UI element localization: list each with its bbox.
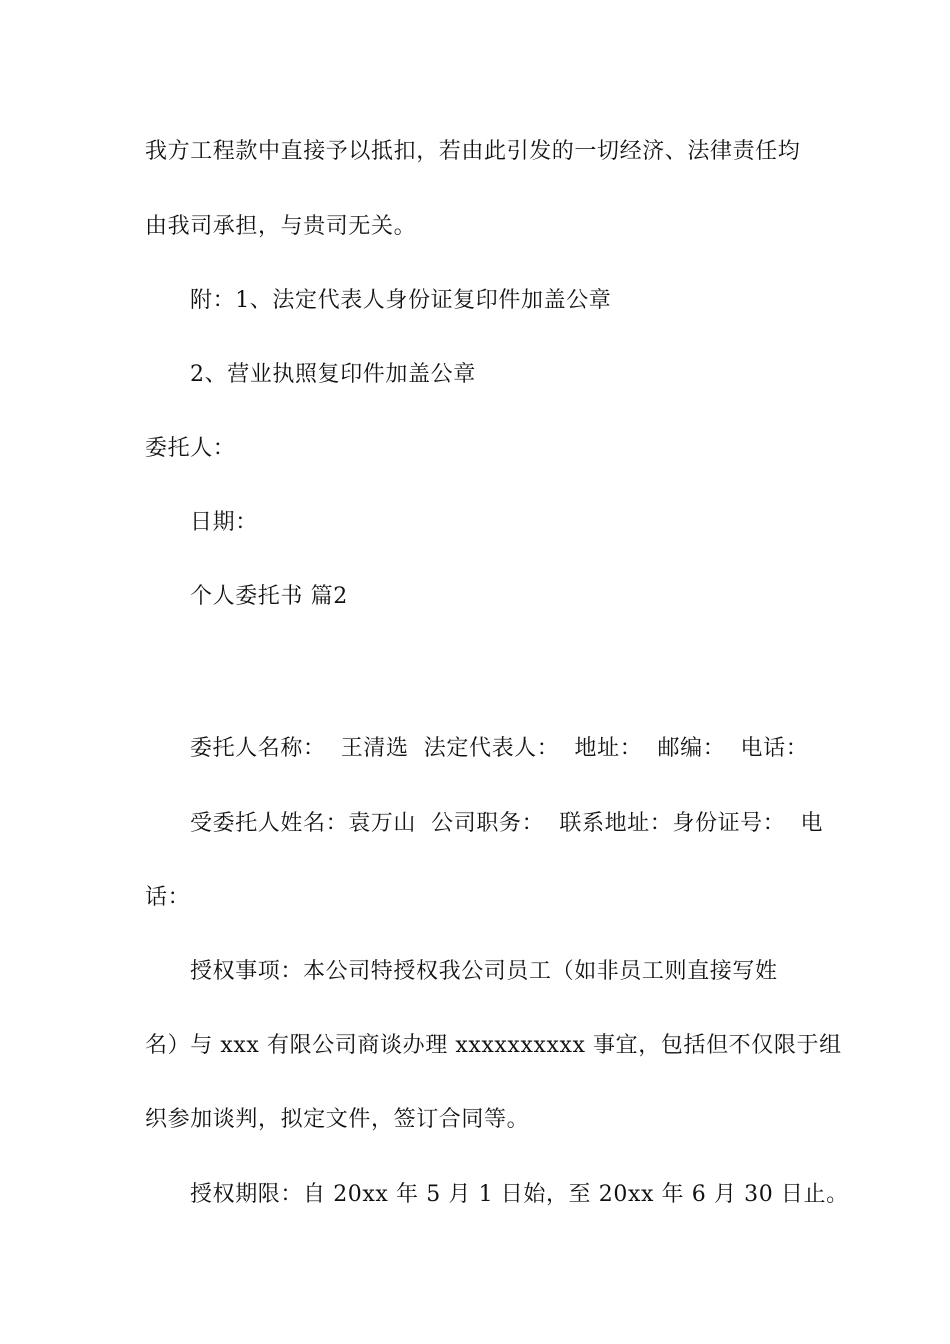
paragraph-line: 由我司承担，与贵司无关。 [145,214,417,239]
authorization-matters-line: 名）与 xxx 有限公司商谈办理 xxxxxxxxxx 事宜，包括但不仅限于组 [145,1033,842,1058]
authorization-matters-line: 授权事项：本公司特授权我公司员工（如非员工则直接写姓 [190,959,778,984]
agent-info-line-continued: 话： [145,885,191,910]
attachment-item: 2、营业执照复印件加盖公章 [190,362,476,387]
attachment-item: 附：1、法定代表人身份证复印件加盖公章 [190,288,612,313]
paragraph-line: 我方工程款中直接予以抵扣，若由此引发的一切经济、法律责任均 [145,139,801,164]
agent-info-line: 受委托人姓名：袁万山 公司职务： 联系地址：身份证号： 电 [190,811,824,836]
section-title: 个人委托书 篇2 [190,584,348,609]
principal-label: 委托人： [145,436,236,461]
principal-info-line: 委托人名称： 王清选 法定代表人： 地址： 邮编： 电话： [190,736,809,761]
authorization-matters-line: 织参加谈判，拟定文件，签订合同等。 [145,1107,530,1132]
date-label: 日期： [190,510,258,535]
authorization-period-line: 授权期限：自 20xx 年 5 月 1 日始，至 20xx 年 6 月 30 日止。 [190,1182,849,1207]
